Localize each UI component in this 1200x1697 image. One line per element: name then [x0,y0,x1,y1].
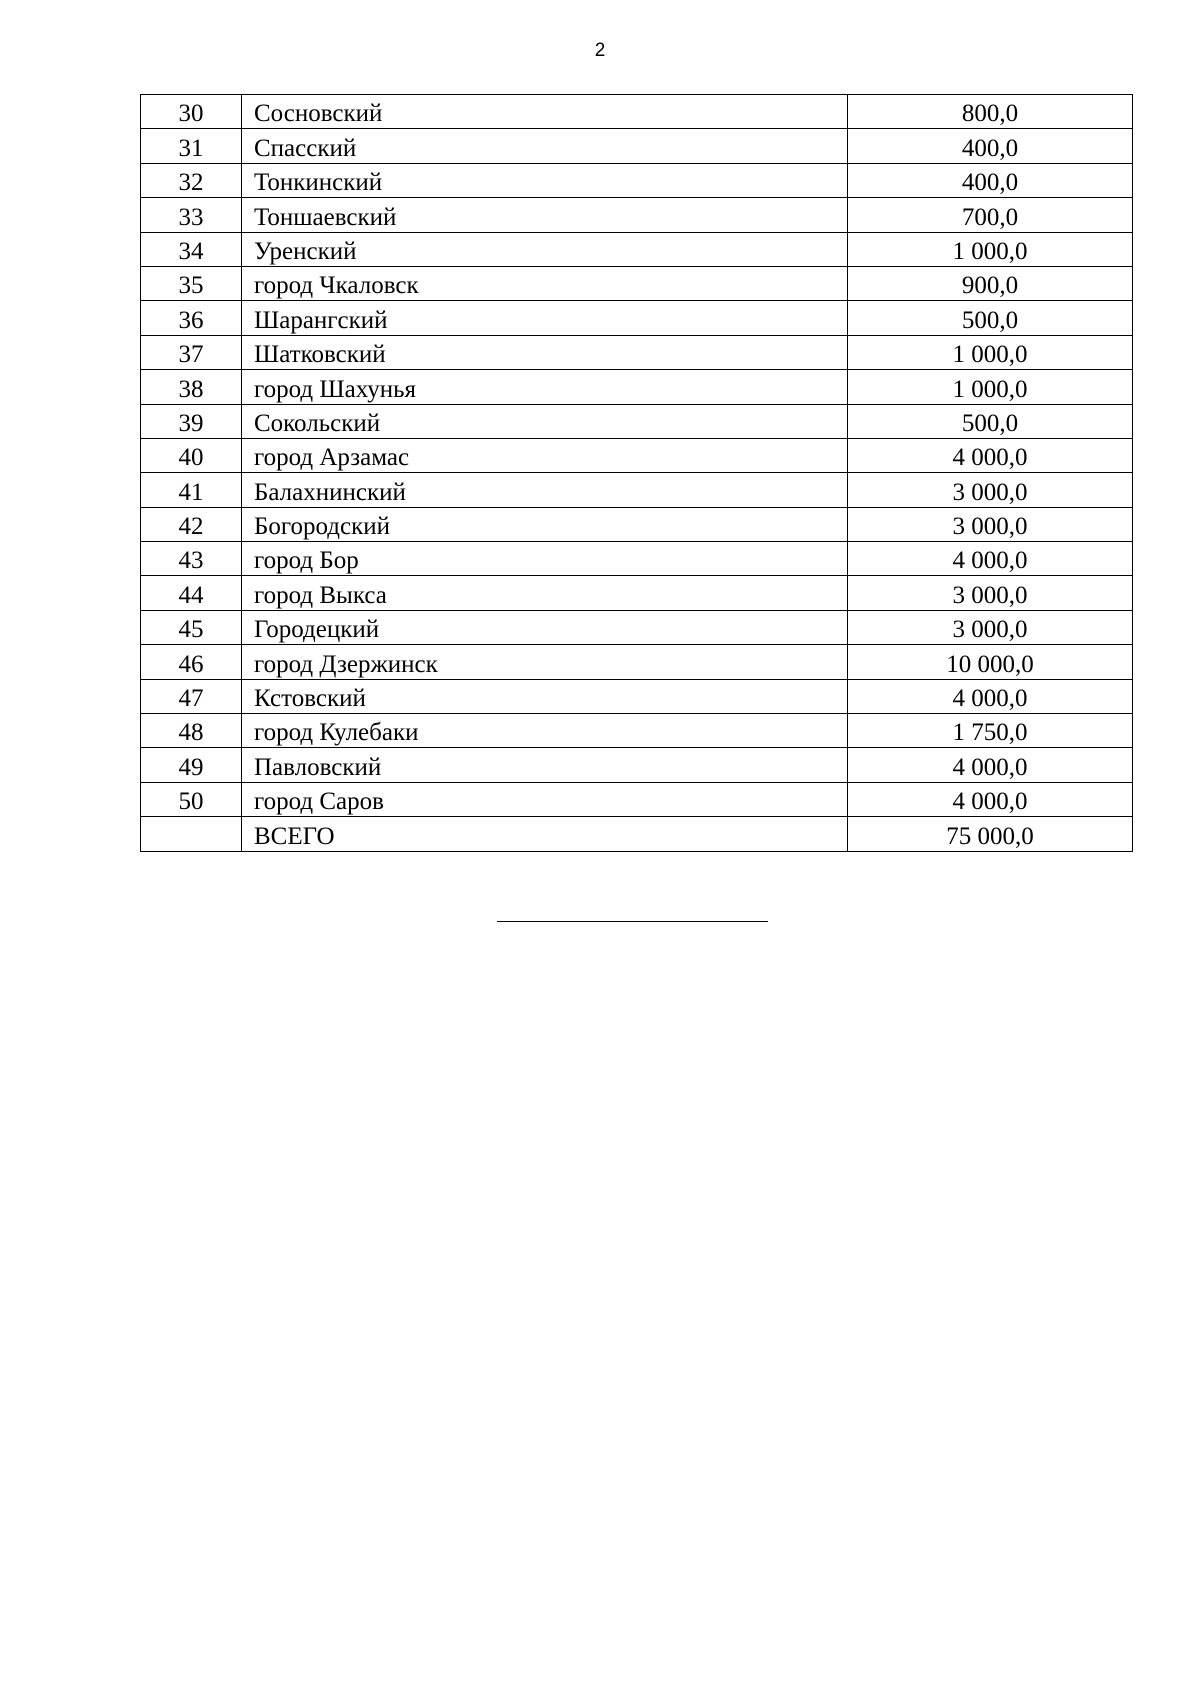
amount-value: 3 000,0 [848,473,1133,507]
total-number [141,817,242,851]
table-row [141,507,1133,541]
amount-value: 4 000,0 [848,782,1133,816]
table-row [141,714,1133,748]
amount-value: 3 000,0 [848,507,1133,541]
district-name: Тоншаевский [242,198,848,232]
district-name: город Кулебаки [242,714,848,748]
amount-value: 4 000,0 [848,542,1133,576]
table-row [141,542,1133,576]
amount-value: 3 000,0 [848,576,1133,610]
row-number: 36 [141,301,242,335]
row-number: 42 [141,507,242,541]
amount-value: 4 000,0 [848,438,1133,472]
row-number: 48 [141,714,242,748]
table-row [141,404,1133,438]
amount-value: 4 000,0 [848,679,1133,713]
amount-value: 800,0 [848,95,1133,129]
table-row [141,335,1133,369]
row-number: 33 [141,198,242,232]
district-name: Уренский [242,232,848,266]
table-row [141,576,1133,610]
row-number: 41 [141,473,242,507]
table-row [141,163,1133,197]
district-name: Балахнинский [242,473,848,507]
table-row [141,679,1133,713]
row-number: 47 [141,679,242,713]
row-number: 38 [141,370,242,404]
amount-value: 500,0 [848,404,1133,438]
amount-value: 10 000,0 [848,645,1133,679]
total-label: ВСЕГО [242,817,848,851]
table-row [141,232,1133,266]
table-row [141,782,1133,816]
amount-value: 1 000,0 [848,232,1133,266]
district-name: город Бор [242,542,848,576]
district-name: Сосновский [242,95,848,129]
district-name: Спасский [242,129,848,163]
row-number: 46 [141,645,242,679]
table-row [141,95,1133,129]
amount-value: 500,0 [848,301,1133,335]
total-row [141,817,1133,851]
row-number: 37 [141,335,242,369]
total-value: 75 000,0 [848,817,1133,851]
district-name: Кстовский [242,679,848,713]
amount-value: 1 000,0 [848,370,1133,404]
row-number: 44 [141,576,242,610]
end-divider-line [497,921,768,922]
amount-value: 400,0 [848,129,1133,163]
district-name: Сокольский [242,404,848,438]
table-row [141,129,1133,163]
district-name: город Саров [242,782,848,816]
row-number: 30 [141,95,242,129]
table-row [141,438,1133,472]
district-name: Шатковский [242,335,848,369]
row-number: 35 [141,266,242,300]
table-body [141,95,1133,852]
row-number: 45 [141,610,242,644]
allocation-table [140,94,1133,852]
table-row [141,645,1133,679]
row-number: 31 [141,129,242,163]
district-name: город Дзержинск [242,645,848,679]
amount-value: 700,0 [848,198,1133,232]
row-number: 49 [141,748,242,782]
amount-value: 4 000,0 [848,748,1133,782]
table-row [141,266,1133,300]
district-name: Павловский [242,748,848,782]
row-number: 32 [141,163,242,197]
table-row [141,473,1133,507]
row-number: 39 [141,404,242,438]
row-number: 43 [141,542,242,576]
district-name: город Чкаловск [242,266,848,300]
district-name: город Выкса [242,576,848,610]
district-name: город Арзамас [242,438,848,472]
amount-value: 900,0 [848,266,1133,300]
district-name: Тонкинский [242,163,848,197]
amount-value: 1 750,0 [848,714,1133,748]
table-row [141,370,1133,404]
page-number: 2 [594,40,606,61]
table-row [141,748,1133,782]
table-row [141,610,1133,644]
amount-value: 400,0 [848,163,1133,197]
amount-value: 3 000,0 [848,610,1133,644]
district-name: Шарангский [242,301,848,335]
district-name: город Шахунья [242,370,848,404]
row-number: 50 [141,782,242,816]
district-name: Богородский [242,507,848,541]
table-row [141,301,1133,335]
amount-value: 1 000,0 [848,335,1133,369]
row-number: 34 [141,232,242,266]
district-name: Городецкий [242,610,848,644]
table-row [141,198,1133,232]
row-number: 40 [141,438,242,472]
